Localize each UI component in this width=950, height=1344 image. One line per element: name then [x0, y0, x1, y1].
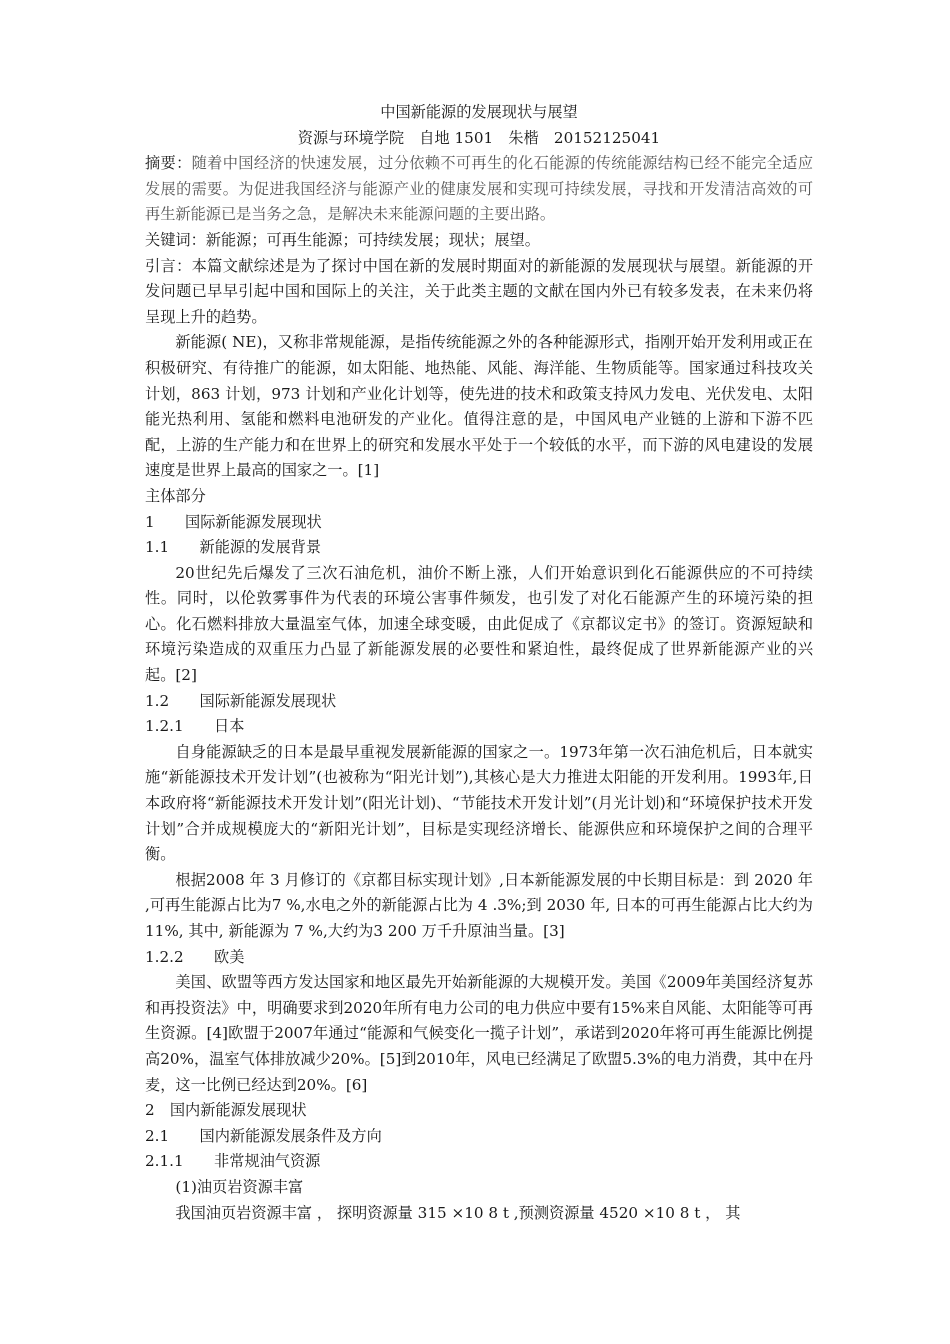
author-line: 资源与环境学院 自地 1501 朱楷 20152125041 [297, 128, 661, 147]
document-page [145, 100, 813, 1226]
paragraph-japan-2: 根据2008 年 3 月修订的《京都目标实现计划》,日本新能源发展的中长期目标是：到 2020 年 ,可再生能源占比为7 %,水电之外的新能源占比为 4 .3%;到 2030 年, 日本的可再生能源占比大约为 11%, 其中, 新能源为 7 %,大约为3 200 万千升原油当量。[3] [145, 870, 813, 940]
paragraph-new-energy: 新能源( NE)，又称非常规能源，是指传统能源之外的各种能源形式，指刚开始开发利用或正在积极研究、有待推广的能源，如太阳能、地热能、风能、海洋能、生物质能等。国家通过科技攻关计划，863 计划，973 计划和产业化计划等，使先进的技术和政策支持风力发电、光伏发电、太阳能光热利用、氢能和燃料电池研发的产业化。值得注意的是，中国风电产业链的上游和下游不匹配，上游的生产能力和在世界上的研究和发展水平处于一个较低的水平，而下游的风电建设的发展速度是世界上最高的国家之一。[1] [145, 333, 813, 480]
abstract-text: 随着中国经济的快速发展，过分依赖不可再生的化石能源的传统能源结构已经不能完全适应发展的需要。为促进我国经济与能源产业的健康发展和实现可持续发展，寻找和开发清洁高效的可再生新能源已是当务之急，是解决未来能源问题的主要出路。 [145, 154, 814, 224]
paragraph-background: 20世纪先后爆发了三次石油危机，油价不断上涨，人们开始意识到化石能源供应的不可持续性。同时，以伦敦雾事件为代表的环境公害事件频发，也引发了对化石能源产生的环境污染的担心。化石燃料排放大量温室气体，加速全球变暖，由此促成了《京都议定书》的签订。资源短缺和环境污染造成的双重压力凸显了新能源发展的必要性和紧迫性，最终促成了世界新能源产业的兴起。[2] [145, 563, 813, 685]
heading-2: 2 国内新能源发展现状 [145, 1101, 307, 1120]
keywords: 关键词：新能源；可再生能源；可持续发展；现状；展望。 [145, 230, 540, 249]
subheading-oil-shale: (1)油页岩资源丰富 [175, 1177, 304, 1196]
document-title: 中国新能源的发展现状与展望 [380, 103, 578, 121]
heading-2-1: 2.1 国内新能源发展条件及方向 [145, 1126, 382, 1145]
paragraph-japan-1: 自身能源缺乏的日本是最早重视发展新能源的国家之一。1973年第一次石油危机后，日本就实施“新能源技术开发计划”(也被称为“阳光计划”),其核心是大力推进太阳能的开发利用。1993年,日本政府将“新能源技术开发计划”(阳光计划)、“节能技术开发计划”(月光计划)和“环境保护技术开发计划”合并成规模庞大的“新阳光计划”，目标是实现经济增长、能源供应和环境保护之间的合理平衡。 [145, 742, 813, 864]
heading-1-1: 1.1 新能源的发展背景 [145, 538, 322, 557]
heading-1-2-1: 1.2.1 日本 [145, 717, 245, 736]
paragraph-europe-america: 美国、欧盟等西方发达国家和地区最先开始新能源的大规模开发。美国《2009年美国经济复苏和再投资法》中，明确要求到2020年所有电力公司的电力供应中要有15%来自风能、太阳能等可再生资源。[4]欧盟于2007年通过“能源和气候变化一揽子计划”，承诺到2020年将可再生能源比例提高20%，温室气体排放减少20%。[5]到2010年，风电已经满足了欧盟5.3%的电力消费，其中在丹麦，这一比例已经达到20%。[6] [145, 973, 813, 1094]
heading-1-2: 1.2 国际新能源发展现状 [145, 691, 337, 710]
paragraph-oil-shale: 我国油页岩资源丰富 ， 探明资源量 315 ×10 8 t ,预测资源量 4520 ×10 8 t ， 其 [175, 1203, 741, 1222]
abstract-label: 摘要： [145, 154, 192, 173]
heading-1: 1 国际新能源发展现状 [145, 512, 322, 531]
heading-1-2-2: 1.2.2 欧美 [145, 947, 245, 966]
section-label-main: 主体部分 [145, 486, 206, 505]
heading-2-1-1: 2.1.1 非常规油气资源 [145, 1152, 321, 1171]
introduction: 引言：本篇文献综述是为了探讨中国在新的发展时期面对的新能源的发展现状与展望。新能源的开发问题已早早引起中国和国际上的关注，关于此类主题的文献在国内外已有较多发表，在未来仍将呈现上升的趋势。 [145, 256, 813, 326]
abstract [145, 151, 813, 228]
